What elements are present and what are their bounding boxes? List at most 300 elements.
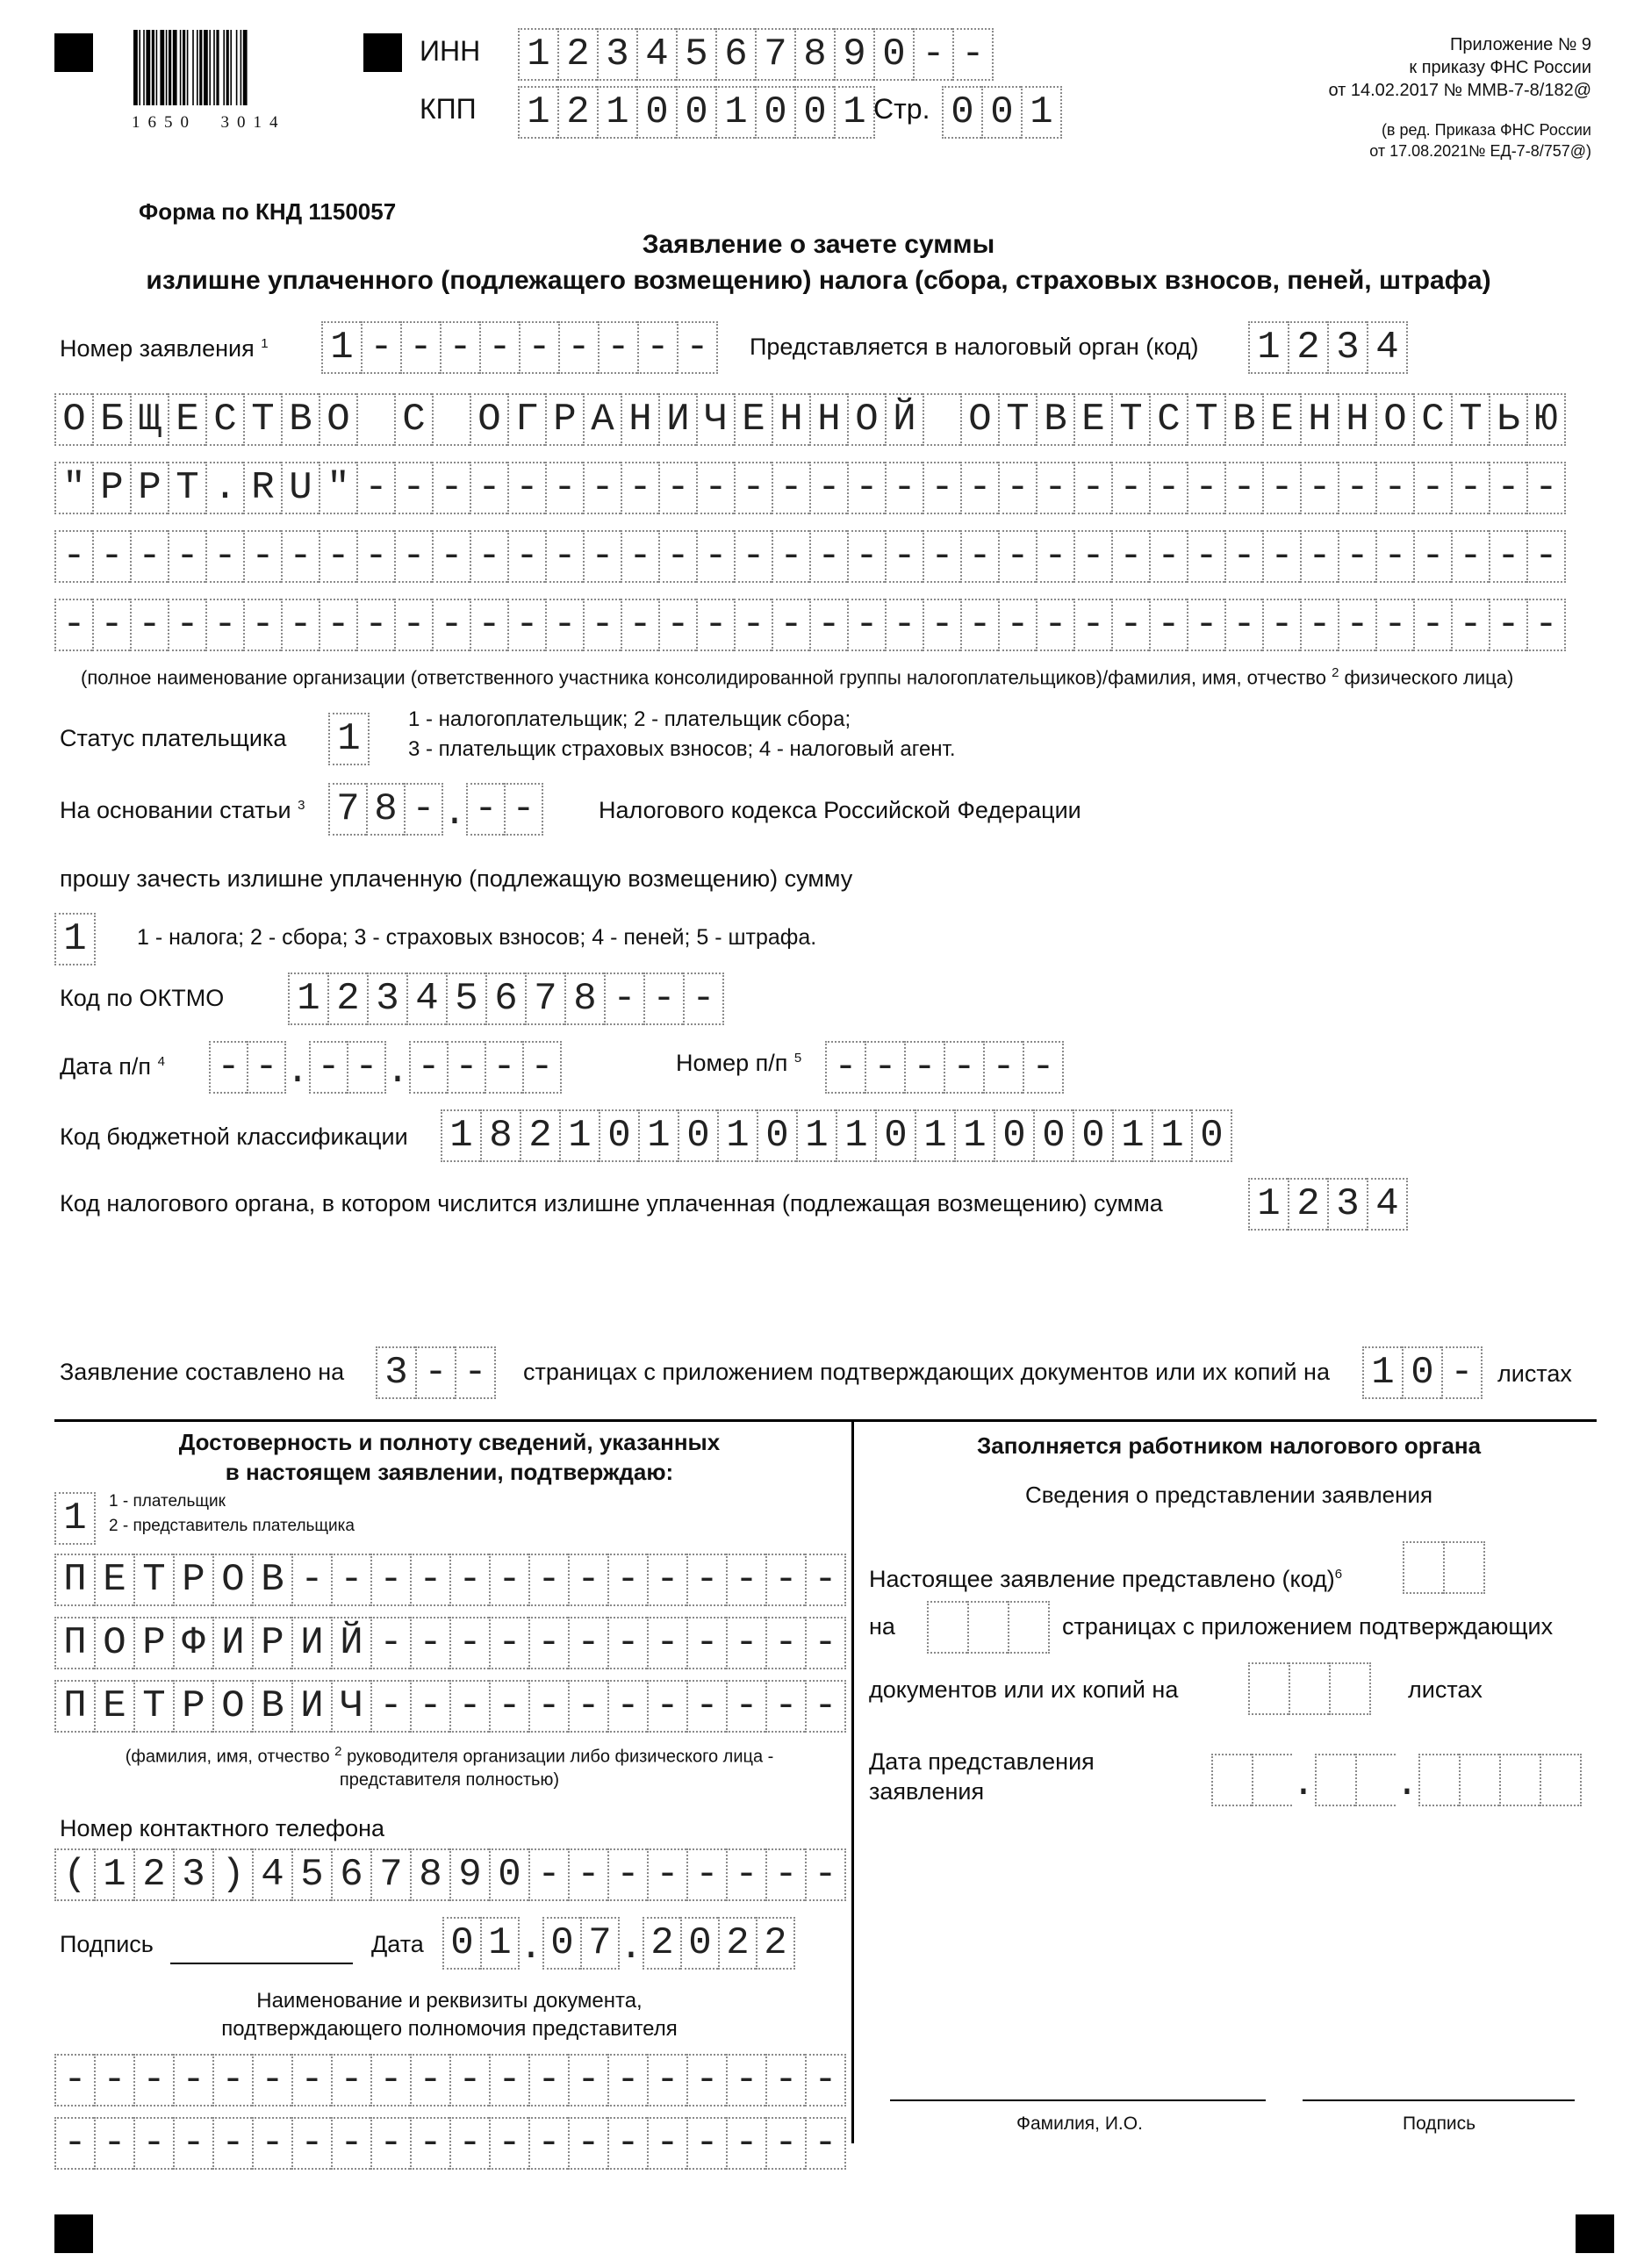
char-cell[interactable]: Р (173, 1554, 212, 1606)
kpp-field[interactable] (518, 86, 875, 137)
char-cell[interactable]: - (1338, 530, 1375, 583)
char-cell[interactable]: 0 (442, 1917, 480, 1970)
char-cell[interactable]: - (410, 1554, 449, 1606)
char-cell[interactable]: 1 (288, 973, 327, 1025)
char-cell[interactable]: - (1338, 599, 1375, 651)
representative-doc-row-2[interactable] (54, 2117, 846, 2168)
char-cell[interactable]: - (604, 973, 643, 1025)
char-cell[interactable]: - (765, 2054, 805, 2107)
page-number-field[interactable] (942, 86, 1062, 137)
char-cell[interactable]: 0 (636, 86, 676, 139)
char-cell[interactable]: - (470, 599, 507, 651)
tax-office-overpaid-field[interactable] (1248, 1178, 1408, 1229)
char-cell[interactable]: - (805, 1617, 846, 1669)
char-cell[interactable]: - (772, 599, 809, 651)
char-cell[interactable]: - (734, 462, 772, 514)
char-cell[interactable]: - (1036, 599, 1073, 651)
submitted-code-cell[interactable] (1443, 1541, 1485, 1594)
char-cell[interactable]: 1 (559, 1109, 599, 1162)
char-cell[interactable]: - (410, 1617, 449, 1669)
officer-date-cell[interactable] (1211, 1754, 1252, 1806)
char-cell[interactable]: В (252, 1680, 291, 1733)
char-cell[interactable]: - (94, 2054, 133, 2107)
char-cell[interactable]: - (1489, 530, 1526, 583)
char-cell[interactable]: - (1073, 599, 1111, 651)
char-cell[interactable]: - (686, 2054, 726, 2107)
char-cell[interactable]: - (432, 530, 470, 583)
char-cell[interactable]: Т (168, 462, 205, 514)
char-cell[interactable]: В (281, 393, 319, 446)
char-cell[interactable]: - (243, 599, 281, 651)
char-cell[interactable]: - (658, 599, 696, 651)
char-cell[interactable]: - (130, 530, 168, 583)
char-cell[interactable]: - (765, 1680, 805, 1733)
application-number-field[interactable] (321, 321, 718, 372)
char-cell[interactable]: - (1375, 530, 1413, 583)
char-cell[interactable]: 0 (680, 1917, 718, 1970)
char-cell[interactable]: - (686, 1617, 726, 1669)
char-cell[interactable]: " (54, 462, 92, 514)
officer-sheets-field[interactable] (1248, 1662, 1371, 1713)
char-cell[interactable]: - (252, 2054, 291, 2107)
payment-order-number-field[interactable] (825, 1041, 1064, 1092)
char-cell[interactable]: - (1300, 462, 1338, 514)
char-cell[interactable]: - (54, 530, 92, 583)
char-cell[interactable]: - (205, 599, 243, 651)
char-cell[interactable]: - (583, 599, 621, 651)
char-cell[interactable]: 1 (321, 321, 361, 374)
char-cell[interactable]: 2 (557, 28, 597, 81)
char-cell[interactable]: - (1073, 530, 1111, 583)
char-cell[interactable]: Р (133, 1617, 173, 1669)
char-cell[interactable]: - (449, 1680, 489, 1733)
char-cell[interactable]: - (489, 1617, 528, 1669)
char-cell[interactable]: - (643, 973, 683, 1025)
char-cell[interactable]: 0 (981, 86, 1021, 139)
char-cell[interactable]: - (528, 1848, 568, 1901)
char-cell[interactable]: - (432, 462, 470, 514)
char-cell[interactable]: - (1413, 599, 1451, 651)
char-cell[interactable]: - (356, 462, 394, 514)
char-cell[interactable]: - (370, 1617, 410, 1669)
char-cell[interactable]: - (394, 599, 432, 651)
char-cell[interactable]: О (212, 1554, 252, 1606)
char-cell[interactable]: - (621, 599, 658, 651)
char-cell[interactable]: - (489, 2054, 528, 2107)
officer-date-cell[interactable] (1315, 1754, 1355, 1806)
char-cell[interactable]: 5 (676, 28, 715, 81)
char-cell[interactable]: 0 (757, 1109, 796, 1162)
char-cell[interactable]: - (1526, 530, 1566, 583)
char-cell[interactable]: - (1262, 530, 1300, 583)
char-cell[interactable]: Н (1300, 393, 1338, 446)
char-cell[interactable]: 6 (715, 28, 755, 81)
char-cell[interactable]: - (923, 599, 960, 651)
char-cell[interactable]: - (696, 462, 734, 514)
char-cell[interactable]: 3 (376, 1346, 415, 1399)
char-cell[interactable]: - (647, 1617, 686, 1669)
char-cell[interactable]: 1 (597, 86, 636, 139)
char-cell[interactable]: 1 (717, 1109, 757, 1162)
char-cell[interactable]: - (1224, 530, 1262, 583)
char-cell[interactable]: - (449, 2054, 489, 2107)
char-cell[interactable]: - (1413, 462, 1451, 514)
char-cell[interactable]: - (1262, 462, 1300, 514)
char-cell[interactable]: 7 (525, 973, 564, 1025)
payment-type-field[interactable] (54, 913, 96, 964)
char-cell[interactable]: 0 (599, 1109, 638, 1162)
char-cell[interactable]: - (1451, 599, 1489, 651)
char-cell[interactable]: - (952, 28, 994, 81)
char-cell[interactable]: - (400, 321, 440, 374)
char-cell[interactable]: - (470, 530, 507, 583)
char-cell[interactable]: - (1526, 599, 1566, 651)
char-cell[interactable]: - (568, 1617, 607, 1669)
org-name-row-3[interactable] (54, 530, 1566, 581)
surname-field[interactable] (54, 1554, 846, 1604)
char-cell[interactable]: - (1451, 462, 1489, 514)
char-cell[interactable]: - (913, 28, 952, 81)
char-cell[interactable]: - (507, 462, 545, 514)
char-cell[interactable] (356, 393, 394, 446)
char-cell[interactable]: О (960, 393, 998, 446)
char-cell[interactable]: - (447, 1041, 485, 1094)
char-cell[interactable]: 6 (485, 973, 525, 1025)
char-cell[interactable]: - (825, 1041, 865, 1094)
char-cell[interactable]: - (734, 530, 772, 583)
char-cell[interactable]: 3 (1327, 321, 1367, 374)
char-cell[interactable]: И (212, 1617, 252, 1669)
char-cell[interactable]: - (607, 1554, 647, 1606)
char-cell[interactable]: - (168, 530, 205, 583)
char-cell[interactable]: 8 (410, 1848, 449, 1901)
char-cell[interactable]: Е (94, 1680, 133, 1733)
char-cell[interactable]: - (281, 530, 319, 583)
char-cell[interactable]: - (885, 599, 923, 651)
char-cell[interactable] (432, 393, 470, 446)
char-cell[interactable]: О (470, 393, 507, 446)
char-cell[interactable]: 2 (718, 1917, 756, 1970)
char-cell[interactable]: 0 (1191, 1109, 1232, 1162)
char-cell[interactable]: Н (1338, 393, 1375, 446)
char-cell[interactable]: - (466, 783, 504, 836)
char-cell[interactable]: 9 (449, 1848, 489, 1901)
char-cell[interactable]: П (54, 1554, 94, 1606)
officer-date-cell[interactable] (1252, 1754, 1292, 1806)
char-cell[interactable]: - (1111, 530, 1149, 583)
char-cell[interactable]: - (805, 2054, 846, 2107)
signer-type-field[interactable] (54, 1492, 96, 1540)
char-cell[interactable]: - (686, 1680, 726, 1733)
char-cell[interactable]: . (205, 462, 243, 514)
char-cell[interactable]: - (647, 1554, 686, 1606)
char-cell[interactable]: 1 (1248, 321, 1288, 374)
sheets-count-field[interactable] (1362, 1346, 1483, 1397)
char-cell[interactable]: - (319, 530, 356, 583)
char-cell[interactable]: 1 (480, 1917, 520, 1970)
article-field[interactable] (328, 783, 543, 834)
char-cell[interactable]: - (252, 2117, 291, 2170)
char-cell[interactable]: 1 (54, 1492, 96, 1545)
char-cell[interactable]: - (1187, 530, 1224, 583)
payment-order-date-field[interactable] (209, 1041, 562, 1092)
char-cell[interactable]: 0 (1033, 1109, 1073, 1162)
char-cell[interactable]: - (847, 530, 885, 583)
char-cell[interactable]: - (1489, 599, 1526, 651)
char-cell[interactable]: - (998, 599, 1036, 651)
officer-date-cell[interactable] (1540, 1754, 1582, 1806)
org-name-row-4[interactable] (54, 599, 1566, 650)
kbk-field[interactable] (441, 1109, 1232, 1160)
char-cell[interactable]: - (347, 1041, 386, 1094)
char-cell[interactable]: 0 (676, 86, 715, 139)
char-cell[interactable]: 1 (1021, 86, 1062, 139)
char-cell[interactable]: - (1526, 462, 1566, 514)
char-cell[interactable]: - (568, 2054, 607, 2107)
char-cell[interactable]: - (726, 2054, 765, 2107)
char-cell[interactable]: - (1262, 599, 1300, 651)
char-cell[interactable]: - (1224, 599, 1262, 651)
char-cell[interactable]: - (133, 2117, 173, 2170)
char-cell[interactable]: 0 (1402, 1346, 1441, 1399)
char-cell[interactable]: 1 (94, 1848, 133, 1901)
char-cell[interactable]: 2 (643, 1917, 680, 1970)
char-cell[interactable]: - (281, 599, 319, 651)
char-cell[interactable]: С (1413, 393, 1451, 446)
char-cell[interactable]: - (696, 530, 734, 583)
char-cell[interactable]: - (568, 1680, 607, 1733)
char-cell[interactable]: - (449, 1554, 489, 1606)
char-cell[interactable]: - (168, 599, 205, 651)
char-cell[interactable]: - (658, 462, 696, 514)
char-cell[interactable]: Т (243, 393, 281, 446)
char-cell[interactable]: Т (133, 1680, 173, 1733)
char-cell[interactable]: - (1149, 462, 1187, 514)
org-name-row-2[interactable] (54, 462, 1566, 513)
char-cell[interactable]: - (356, 599, 394, 651)
char-cell[interactable]: - (449, 2117, 489, 2170)
char-cell[interactable]: 7 (370, 1848, 410, 1901)
char-cell[interactable]: 1 (638, 1109, 678, 1162)
char-cell[interactable]: - (621, 462, 658, 514)
char-cell[interactable]: 3 (173, 1848, 212, 1901)
char-cell[interactable]: С (394, 393, 432, 446)
char-cell[interactable]: - (309, 1041, 347, 1094)
char-cell[interactable]: - (904, 1041, 944, 1094)
char-cell[interactable]: - (607, 1680, 647, 1733)
char-cell[interactable]: Т (998, 393, 1036, 446)
char-cell[interactable]: 5 (446, 973, 485, 1025)
officer-date-field[interactable] (1211, 1754, 1582, 1805)
char-cell[interactable]: - (637, 321, 677, 374)
char-cell[interactable]: - (847, 462, 885, 514)
char-cell[interactable]: - (173, 2117, 212, 2170)
officer-date-cell[interactable] (1499, 1754, 1540, 1806)
char-cell[interactable]: 6 (331, 1848, 370, 1901)
char-cell[interactable]: 0 (873, 28, 913, 81)
char-cell[interactable]: 4 (1367, 1178, 1408, 1231)
char-cell[interactable]: - (507, 599, 545, 651)
char-cell[interactable]: Н (809, 393, 847, 446)
char-cell[interactable]: - (734, 599, 772, 651)
char-cell[interactable]: - (885, 530, 923, 583)
char-cell[interactable]: - (54, 2054, 94, 2107)
char-cell[interactable]: Р (130, 462, 168, 514)
char-cell[interactable]: Н (772, 393, 809, 446)
char-cell[interactable]: 8 (794, 28, 834, 81)
char-cell[interactable]: - (92, 530, 130, 583)
char-cell[interactable]: - (647, 1848, 686, 1901)
char-cell[interactable]: - (173, 2054, 212, 2107)
char-cell[interactable]: - (319, 599, 356, 651)
char-cell[interactable]: - (410, 1680, 449, 1733)
char-cell[interactable]: - (621, 530, 658, 583)
char-cell[interactable]: 3 (1327, 1178, 1367, 1231)
char-cell[interactable]: - (1300, 530, 1338, 583)
char-cell[interactable]: - (1187, 462, 1224, 514)
char-cell[interactable]: - (607, 1617, 647, 1669)
char-cell[interactable]: - (528, 2054, 568, 2107)
char-cell[interactable]: - (410, 2054, 449, 2107)
char-cell[interactable]: - (885, 462, 923, 514)
char-cell[interactable]: 1 (1248, 1178, 1288, 1231)
char-cell[interactable]: - (361, 321, 400, 374)
char-cell[interactable]: О (94, 1617, 133, 1669)
char-cell[interactable]: 7 (328, 783, 366, 836)
char-cell[interactable]: - (455, 1346, 496, 1399)
officer-date-cell[interactable] (1418, 1754, 1459, 1806)
char-cell[interactable]: - (809, 462, 847, 514)
char-cell[interactable]: - (528, 1680, 568, 1733)
char-cell[interactable]: 0 (942, 86, 981, 139)
char-cell[interactable]: - (805, 1680, 846, 1733)
char-cell[interactable]: 2 (557, 86, 597, 139)
char-cell[interactable]: 1 (834, 86, 875, 139)
char-cell[interactable]: - (647, 1680, 686, 1733)
char-cell[interactable]: - (370, 2117, 410, 2170)
char-cell[interactable]: П (54, 1680, 94, 1733)
char-cell[interactable]: - (772, 530, 809, 583)
char-cell[interactable]: - (809, 599, 847, 651)
char-cell[interactable]: П (54, 1617, 94, 1669)
char-cell[interactable]: - (489, 2117, 528, 2170)
char-cell[interactable]: - (960, 462, 998, 514)
char-cell[interactable]: - (696, 599, 734, 651)
char-cell[interactable]: Е (94, 1554, 133, 1606)
char-cell[interactable]: - (370, 2054, 410, 2107)
officer-sheets-cell[interactable] (1248, 1662, 1289, 1715)
char-cell[interactable]: - (598, 321, 637, 374)
char-cell[interactable]: Й (331, 1617, 370, 1669)
char-cell[interactable]: - (545, 599, 583, 651)
char-cell[interactable]: - (370, 1680, 410, 1733)
char-cell[interactable]: - (583, 462, 621, 514)
char-cell[interactable]: 8 (480, 1109, 520, 1162)
char-cell[interactable]: - (726, 1617, 765, 1669)
char-cell[interactable]: - (847, 599, 885, 651)
char-cell[interactable]: - (528, 1617, 568, 1669)
char-cell[interactable]: О (319, 393, 356, 446)
char-cell[interactable]: - (865, 1041, 904, 1094)
char-cell[interactable]: - (1441, 1346, 1483, 1399)
tax-office-code-field[interactable] (1248, 321, 1408, 372)
char-cell[interactable]: 0 (794, 86, 834, 139)
char-cell[interactable]: Т (1111, 393, 1149, 446)
char-cell[interactable]: 4 (406, 973, 446, 1025)
submitted-code-cell[interactable] (1403, 1541, 1443, 1594)
org-name-row-1[interactable] (54, 393, 1566, 444)
char-cell[interactable]: 9 (834, 28, 873, 81)
char-cell[interactable]: 8 (366, 783, 404, 836)
char-cell[interactable]: - (545, 530, 583, 583)
char-cell[interactable]: - (432, 599, 470, 651)
char-cell[interactable]: - (212, 2054, 252, 2107)
char-cell[interactable]: А (583, 393, 621, 446)
char-cell[interactable]: И (291, 1617, 331, 1669)
char-cell[interactable]: - (772, 462, 809, 514)
pages-count-field[interactable] (376, 1346, 496, 1397)
char-cell[interactable]: Е (168, 393, 205, 446)
char-cell[interactable]: - (94, 2117, 133, 2170)
char-cell[interactable]: С (205, 393, 243, 446)
char-cell[interactable]: - (394, 530, 432, 583)
char-cell[interactable]: - (568, 2117, 607, 2170)
char-cell[interactable]: ( (54, 1848, 94, 1901)
char-cell[interactable]: - (960, 599, 998, 651)
char-cell[interactable]: - (805, 2117, 846, 2170)
char-cell[interactable]: - (805, 1848, 846, 1901)
char-cell[interactable]: - (545, 462, 583, 514)
char-cell[interactable]: - (1187, 599, 1224, 651)
char-cell[interactable]: - (394, 462, 432, 514)
char-cell[interactable]: - (331, 2054, 370, 2107)
char-cell[interactable]: - (489, 1680, 528, 1733)
char-cell[interactable]: - (356, 530, 394, 583)
char-cell[interactable]: - (291, 2117, 331, 2170)
char-cell[interactable]: - (726, 1554, 765, 1606)
char-cell[interactable]: И (658, 393, 696, 446)
char-cell[interactable]: О (212, 1680, 252, 1733)
char-cell[interactable]: - (1489, 462, 1526, 514)
char-cell[interactable]: И (291, 1680, 331, 1733)
char-cell[interactable]: - (726, 1848, 765, 1901)
char-cell[interactable]: Б (92, 393, 130, 446)
char-cell[interactable]: - (923, 462, 960, 514)
char-cell[interactable]: - (449, 1617, 489, 1669)
char-cell[interactable]: - (92, 599, 130, 651)
char-cell[interactable]: Ь (1489, 393, 1526, 446)
sign-date-field[interactable] (442, 1917, 795, 1968)
char-cell[interactable]: - (410, 2117, 449, 2170)
char-cell[interactable]: Ч (331, 1680, 370, 1733)
char-cell[interactable]: В (1224, 393, 1262, 446)
char-cell[interactable]: Е (1262, 393, 1300, 446)
char-cell[interactable]: О (1375, 393, 1413, 446)
char-cell[interactable]: - (1413, 530, 1451, 583)
char-cell[interactable]: - (677, 321, 718, 374)
char-cell[interactable]: 0 (1073, 1109, 1112, 1162)
char-cell[interactable]: - (209, 1041, 247, 1094)
char-cell[interactable]: 7 (755, 28, 794, 81)
char-cell[interactable]: - (519, 321, 558, 374)
char-cell[interactable]: - (504, 783, 543, 836)
char-cell[interactable]: 1 (715, 86, 755, 139)
char-cell[interactable]: - (923, 530, 960, 583)
char-cell[interactable]: - (1338, 462, 1375, 514)
char-cell[interactable]: - (54, 2117, 94, 2170)
char-cell[interactable]: 1 (1362, 1346, 1402, 1399)
char-cell[interactable]: - (522, 1041, 562, 1094)
